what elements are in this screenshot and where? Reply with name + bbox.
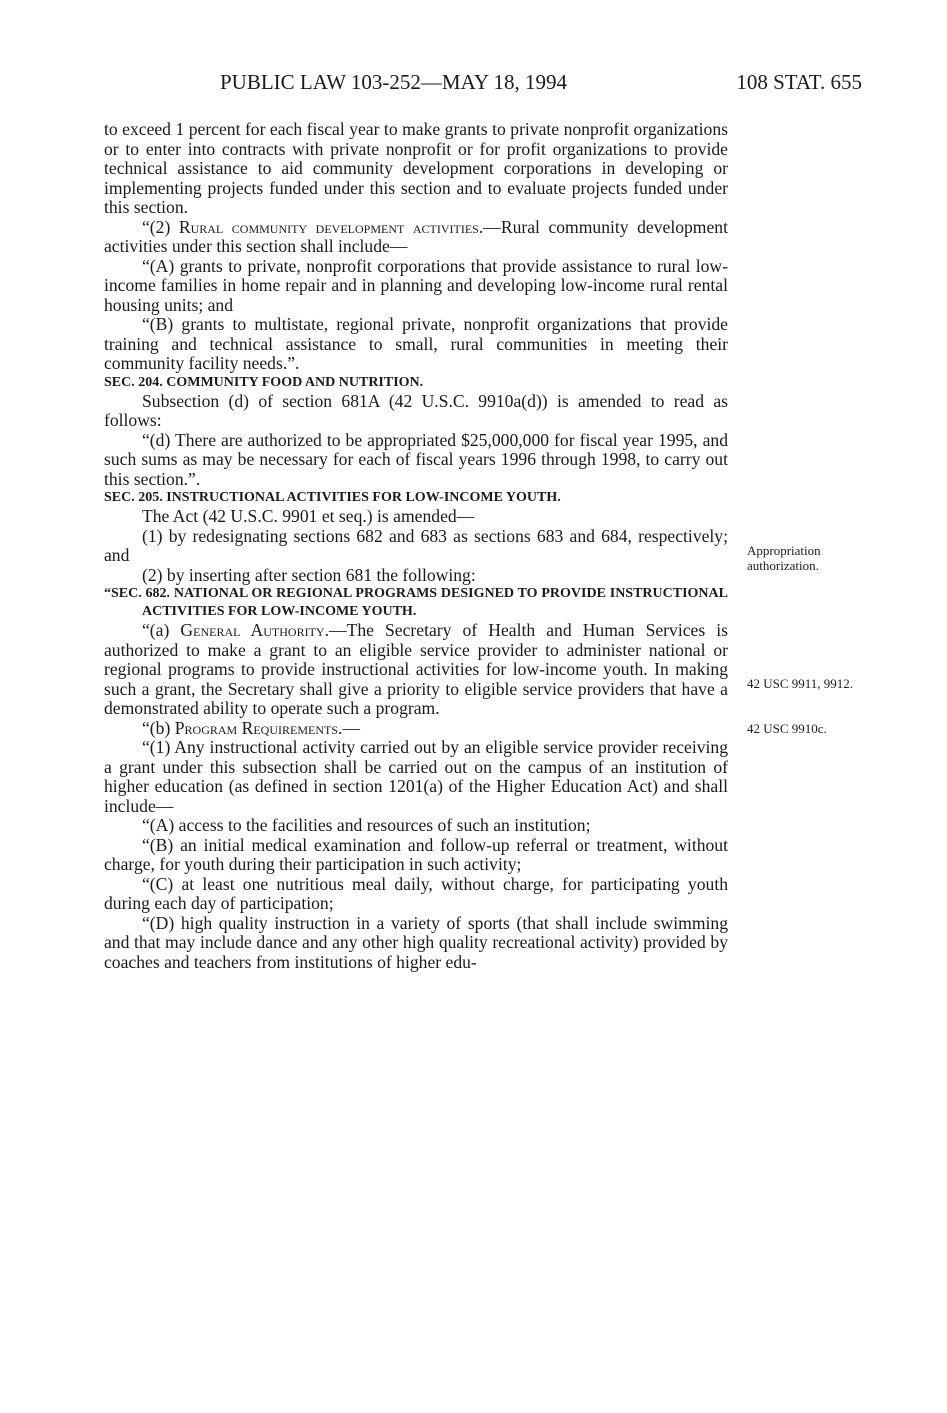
- paragraph-heading: Program Requirements.: [174, 717, 343, 738]
- paragraph-text: —Rural community development activities under this section shall include—: [104, 216, 728, 256]
- paragraph-continuation: to exceed 1 percent for each fiscal year to make grants to private nonprofit organizations or to enter into contracts with private nonprofit or for profit organizations to provide technical assistance to aid community development corporations in developing or implementing projects funded under this section and to evaluate projects funded under this section.: [104, 119, 728, 217]
- clause-b-grants: “(B) grants to multistate, regional private, nonprofit organizations that provide training and technical assistance to small, rural communities in meeting their community facility needs.”.: [104, 314, 728, 373]
- paragraph-appropriation: “(d) There are authorized to be appropriated $25,000,000 for fiscal year 1995, and such sums as may be necessary for each of fiscal years 1996 through 1998, to carry out this section.”.: [104, 429, 728, 489]
- statute-page-number: 108 STAT. 655: [736, 70, 862, 94]
- section-682-heading: “SEC. 682. NATIONAL OR REGIONAL PROGRAMS DESIGNED TO PROVIDE INSTRUCTIONAL ACTIVITIES FOR LOW-INCOME YOUTH.: [104, 586, 728, 619]
- margin-note-usc-9911: 42 USC 9911, 9912.: [747, 676, 854, 691]
- clause-a-grants: “(A) grants to private, nonprofit corporations that provide assistance to rural low-income families in home repair and in planning and developing low-income rural rental housing units; and: [104, 255, 728, 315]
- paragraph-number: “(2): [142, 216, 179, 237]
- paragraph-subsection-d: Subsection (d) of section 681A (42 U.S.C. 9910a(d)) is amended to read as follows:: [104, 390, 728, 430]
- paragraph-text: —: [342, 717, 360, 738]
- paragraph-redesignating: (1) by redesignating sections 682 and 683 as sections 683 and 684, respectively; and: [104, 525, 728, 565]
- paragraph-program-requirements: [104, 719, 728, 739]
- paragraph-general-authority: [104, 621, 728, 719]
- running-title: PUBLIC LAW 103-252—MAY 18, 1994: [220, 70, 567, 94]
- paragraph-heading: Rural community development activities.: [178, 216, 484, 237]
- paragraph-number: “(a): [142, 620, 181, 640]
- paragraph-act-amended: The Act (42 U.S.C. 9901 et seq.) is amended—: [142, 506, 475, 526]
- margin-note-appropriation: Appropriation authorization.: [747, 543, 821, 573]
- paragraph-rural-activities: [104, 218, 728, 257]
- paragraph-text: —The Secretary of Health and Human Services is authorized to make a grant to an eligible service provider to administer national or regional programs to provide instructional activities for low-income youth. In making such a grant, the Secretary shall give a priority to eligible service providers that have a demonstrated ability to operate such a program.: [104, 620, 729, 718]
- section-205-heading: SEC. 205. INSTRUCTIONAL ACTIVITIES FOR LOW-INCOME YOUTH.: [104, 490, 561, 505]
- clause-a-access: “(A) access to the facilities and resources of such an institution;: [142, 815, 591, 835]
- clause-c-meal: “(C) at least one nutritious meal daily, without charge, for participating youth during each day of participation;: [104, 873, 728, 913]
- paragraph-inserting: (2) by inserting after section 681 the following:: [142, 564, 476, 585]
- paragraph-instructional-activity: “(1) Any instructional activity carried out by an eligible service provider receiving a grant under this subsection shall be carried out on the campus of an institution of higher education (as defined in section 1201(a) of the Higher Education Act) and shall include—: [104, 737, 728, 816]
- section-204-heading: SEC. 204. COMMUNITY FOOD AND NUTRITION.: [104, 374, 424, 390]
- paragraph-number: “(b): [142, 717, 175, 738]
- clause-b-medical: “(B) an initial medical examination and follow-up referral or treatment, without charge, for youth during their participation in such activity;: [104, 834, 728, 874]
- paragraph-heading: General Authority.: [180, 620, 329, 640]
- page-body: [104, 120, 728, 972]
- margin-note-usc-9910c: 42 USC 9910c.: [747, 721, 827, 736]
- clause-d-instruction: “(D) high quality instruction in a variety of sports (that shall include swimming and that may include dance and any other high quality recreational activity) provided by coaches and teachers from institutions of higher edu-: [104, 912, 728, 972]
- page-header: [180, 70, 866, 102]
